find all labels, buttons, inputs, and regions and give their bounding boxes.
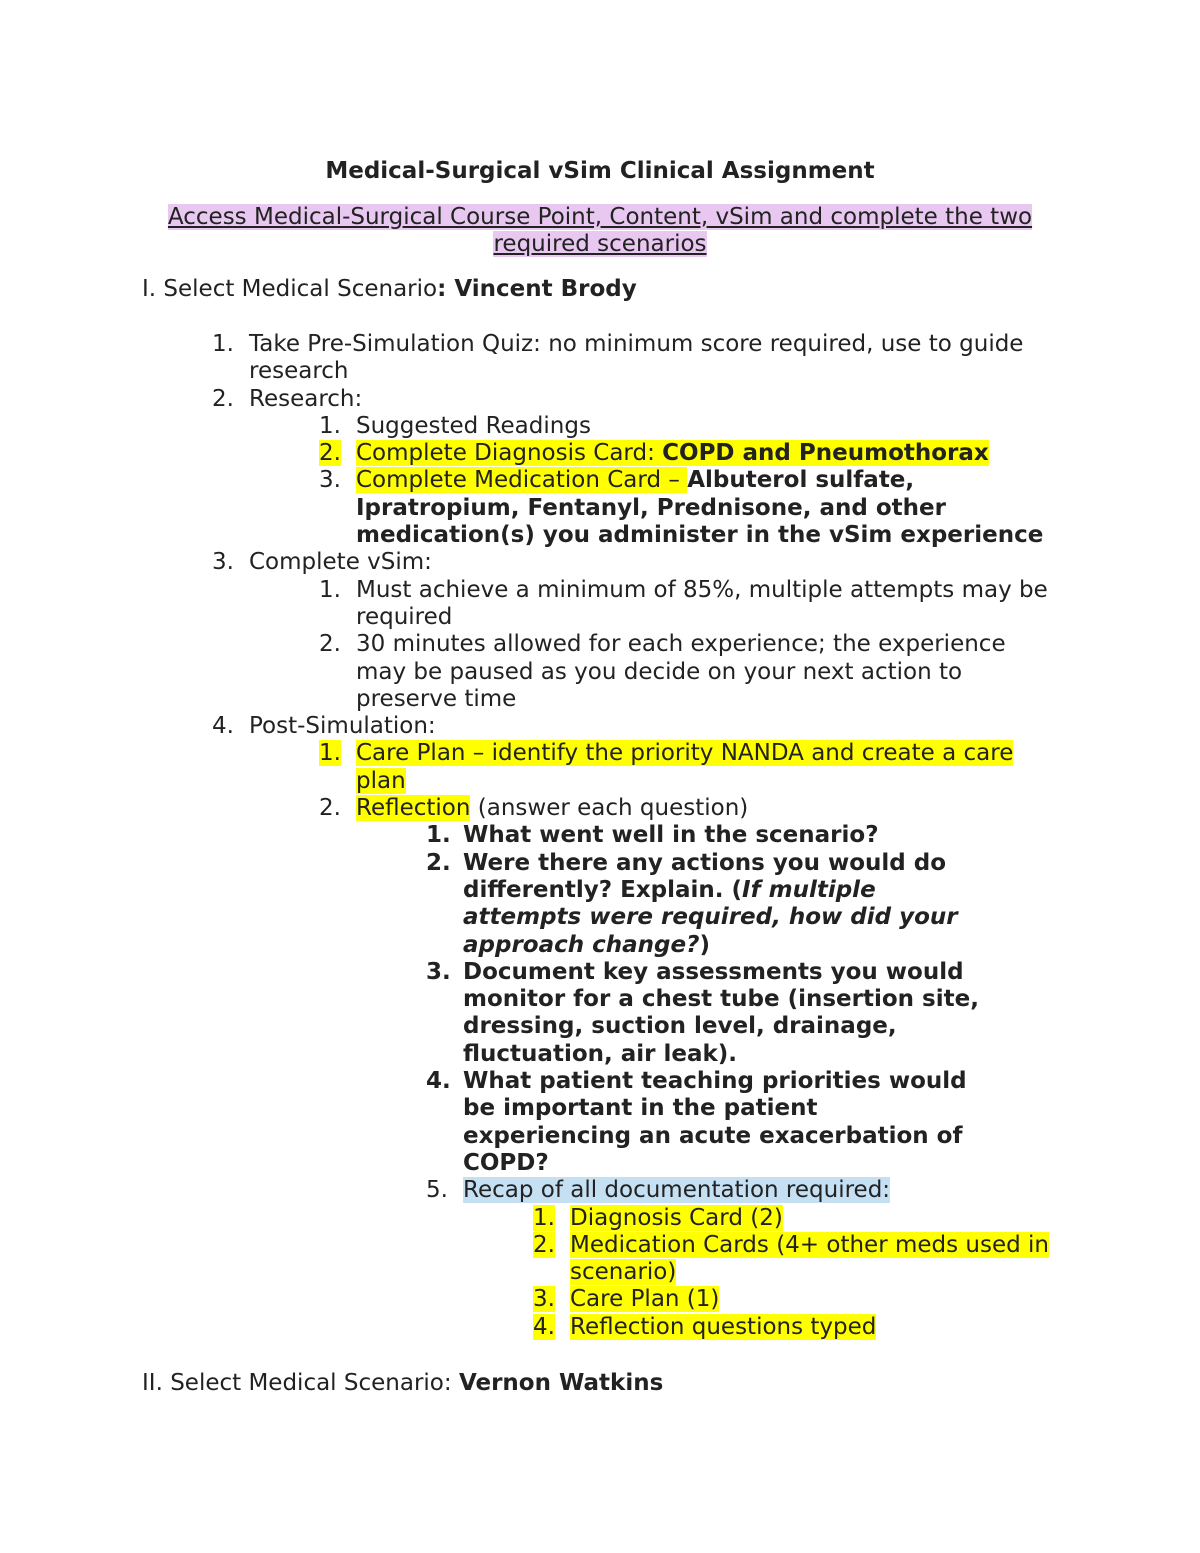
medication-card-prefix: Complete Medication Card – xyxy=(356,467,688,494)
section-2-heading xyxy=(142,1370,663,1397)
list-number-highlight: 3. xyxy=(533,1286,555,1313)
section-1-label: I. Select Medical Scenario xyxy=(142,276,438,302)
recap-item-1 xyxy=(533,1205,1052,1232)
question-text xyxy=(463,850,986,959)
list-number: 1. xyxy=(212,331,234,357)
substep-text xyxy=(356,795,1052,822)
recap-list xyxy=(533,1205,1052,1341)
list-number xyxy=(319,440,351,467)
substep-reflection xyxy=(319,795,1052,1341)
question-2-part-a: Were there any actions you would do differently? Explain. ( xyxy=(463,849,947,903)
section-1-colon: : xyxy=(437,276,455,302)
list-number xyxy=(533,1286,565,1313)
section-2-label: II. Select Medical Scenario: xyxy=(142,1370,459,1396)
research-sublist xyxy=(319,413,1052,549)
recap-item-4 xyxy=(533,1314,1052,1341)
substep-readings xyxy=(319,413,1052,440)
list-number: 3. xyxy=(319,467,341,494)
step-research xyxy=(212,386,1052,550)
list-number xyxy=(319,740,351,767)
medication-card-meds: Albuterol sulfate, Ipratropium, Fentanyl, Prednisone, and other medication(s) you administer in the vSim experience xyxy=(356,467,1044,549)
diagnosis-card-topics: COPD and Pneumothorax xyxy=(662,440,989,467)
list-number-highlight: 1. xyxy=(533,1204,555,1231)
recap-item-highlight: Medication Cards (4+ other meds used in scenario) xyxy=(570,1231,1050,1286)
step-text: Take Pre-Simulation Quiz: no minimum score required, use to guide research xyxy=(249,331,1024,385)
steps-list xyxy=(212,331,1052,1341)
list-number xyxy=(533,1205,565,1232)
substep-text xyxy=(356,740,1052,795)
list-number: 2. xyxy=(212,385,234,412)
step-text: Post-Simulation: xyxy=(249,713,436,740)
substep-text: 30 minutes allowed for each experience; the experience may be paused as you decide on your next action to preserve time xyxy=(356,631,1006,712)
step-text: Complete vSim: xyxy=(249,549,432,576)
recap-item-highlight: Reflection questions typed xyxy=(570,1313,877,1340)
list-number xyxy=(533,1232,565,1259)
instructions-subtitle xyxy=(150,204,1050,259)
question-5-recap xyxy=(426,1177,1052,1341)
question-2 xyxy=(426,850,986,959)
list-number-highlight: 1. xyxy=(319,740,341,767)
recap-item-3 xyxy=(533,1286,1052,1313)
question-2-part-c: ) xyxy=(699,931,710,958)
question-text: Document key assessments you would monitor for a chest tube (insertion site, dressing, suction level, drainage, fluctuation, air leak). xyxy=(463,958,979,1067)
step-text: Research: xyxy=(249,385,363,412)
list-number-highlight: 2. xyxy=(319,440,341,467)
recap-item-text xyxy=(570,1232,1052,1287)
substep-diagnosis-card xyxy=(319,440,1052,467)
list-number-highlight: 2. xyxy=(533,1231,555,1258)
list-number: 5. xyxy=(426,1177,448,1204)
list-number: 1. xyxy=(319,412,341,439)
list-number: 4. xyxy=(426,1068,451,1095)
substep-text: Must achieve a minimum of 85%, multiple attempts may be required xyxy=(356,576,1048,630)
substep-min-score xyxy=(319,577,1052,632)
list-number: 2. xyxy=(319,795,341,822)
diagnosis-card-prefix: Complete Diagnosis Card: xyxy=(356,440,663,467)
recap-item-highlight: Diagnosis Card (2) xyxy=(570,1204,783,1231)
substep-care-plan xyxy=(319,740,1052,795)
instructions-highlight: Access Medical-Surgical Course Point, Content, vSim and complete the two required scenarios xyxy=(167,204,1033,258)
question-1 xyxy=(426,822,986,849)
step-pre-quiz xyxy=(212,331,1052,386)
list-number xyxy=(533,1314,565,1341)
list-number: 1. xyxy=(426,822,451,849)
list-number: 2. xyxy=(319,631,341,658)
list-number: 3. xyxy=(212,549,234,576)
recap-label: Recap of all documentation required: xyxy=(463,1177,891,1204)
substep-text: Suggested Readings xyxy=(356,412,591,439)
step-complete-vsim xyxy=(212,549,1052,713)
substep-medication-card xyxy=(319,467,1052,549)
recap-text xyxy=(463,1177,1052,1204)
question-2-part-b: If multiple attempts were required, how did your approach change? xyxy=(463,876,958,958)
list-number: 4. xyxy=(212,713,234,740)
question-4 xyxy=(426,1068,986,1177)
reflection-label: Reflection xyxy=(356,795,471,822)
question-text: What went well in the scenario? xyxy=(463,822,879,849)
vsim-sublist xyxy=(319,577,1052,713)
reflection-note: (answer each question) xyxy=(470,795,749,822)
section-1-heading xyxy=(142,276,637,303)
care-plan-text: Care Plan – identify the priority NANDA and create a care plan xyxy=(356,740,1014,794)
recap-item-text xyxy=(570,1314,1052,1341)
recap-item-2 xyxy=(533,1232,1052,1287)
list-number-highlight: 4. xyxy=(533,1313,555,1340)
recap-item-highlight: Care Plan (1) xyxy=(570,1286,720,1313)
list-number: 1. xyxy=(319,576,341,603)
substep-time-allowed xyxy=(319,631,1052,713)
question-text: What patient teaching priorities would be important in the patient experiencing an acute exacerbation of COPD? xyxy=(463,1068,967,1176)
page-title: Medical-Surgical vSim Clinical Assignment xyxy=(325,158,875,184)
section-2-patient: Vernon Watkins xyxy=(458,1370,664,1396)
substep-text xyxy=(356,440,1052,467)
post-sim-sublist xyxy=(319,740,1052,1341)
reflection-questions xyxy=(426,822,1052,1341)
substep-text xyxy=(356,467,1052,549)
list-number: 2. xyxy=(426,849,451,876)
section-1-patient: Vincent Brody xyxy=(454,276,637,302)
recap-item-text xyxy=(570,1205,1052,1232)
question-3 xyxy=(426,959,986,1068)
step-post-simulation xyxy=(212,713,1052,1341)
list-number: 3. xyxy=(426,958,451,985)
recap-item-text xyxy=(570,1286,1052,1313)
